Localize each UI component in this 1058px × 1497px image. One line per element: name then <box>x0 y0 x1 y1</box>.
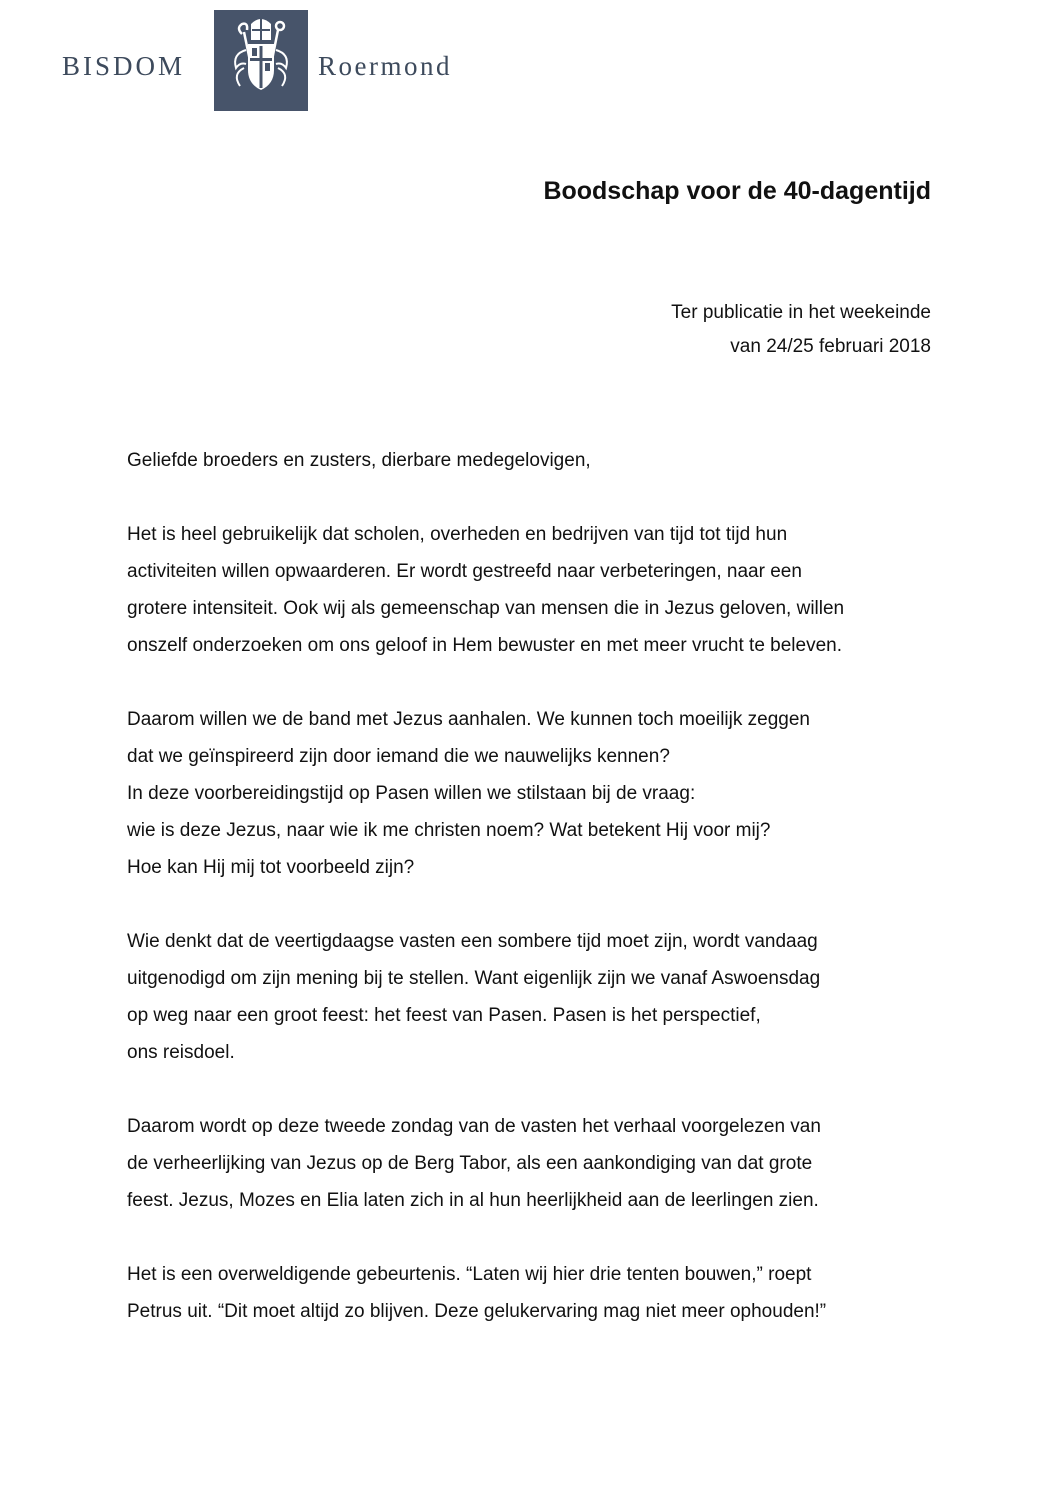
text-line: Petrus uit. “Dit moet altijd zo blijven. Deze gelukervaring mag niet meer ophouden!” <box>127 1301 827 1322</box>
text-line: Daarom willen we de band met Jezus aanhalen. We kunnen toch moeilijk zeggen <box>127 709 810 730</box>
brand-name-left: BISDOM <box>62 51 186 81</box>
paragraph-spacer <box>127 1071 947 1108</box>
letterhead <box>0 0 1058 120</box>
body-paragraph <box>127 701 947 886</box>
body-paragraph <box>127 923 947 1071</box>
text-line: grotere intensiteit. Ook wij als gemeenschap van mensen die in Jezus geloven, willen <box>127 598 845 619</box>
text-line: Het is een overweldigende gebeurtenis. “Laten wij hier drie tenten bouwen,” roept <box>127 1264 812 1285</box>
salutation-paragraph <box>127 442 947 479</box>
paragraph-spacer <box>127 886 947 923</box>
body-paragraph <box>127 1108 947 1219</box>
text-line: Het is heel gebruikelijk dat scholen, overheden en bedrijven van tijd tot tijd hun <box>127 524 788 545</box>
text-line: op weg naar een groot feest: het feest van Pasen. Pasen is het perspectief, <box>127 1005 761 1026</box>
text-line: Wie denkt dat de veertigdaagse vasten een sombere tijd moet zijn, wordt vandaag <box>127 931 818 952</box>
text-line: In deze voorbereidingstijd op Pasen willen we stilstaan bij de vraag: <box>127 783 696 804</box>
text-line: Geliefde broeders en zusters, dierbare medegelovigen, <box>127 450 591 471</box>
text-line: activiteiten willen opwaarderen. Er wordt gestreefd naar verbeteringen, naar een <box>127 561 802 582</box>
body-paragraph <box>127 516 947 664</box>
paragraph-spacer <box>127 664 947 701</box>
paragraph-spacer <box>127 1219 947 1256</box>
text-line: uitgenodigd om zijn mening bij te stellen. Want eigenlijk zijn we vanaf Aswoensdag <box>127 968 821 989</box>
text-line: ons reisdoel. <box>127 1042 235 1063</box>
text-line: de verheerlijking van Jezus op de Berg Tabor, als een aankondiging van dat grote <box>127 1153 813 1174</box>
text-line: onszelf onderzoeken om ons geloof in Hem bewuster en met meer vrucht te beleven. <box>127 635 842 656</box>
text-line: wie is deze Jezus, naar wie ik me christen noem? Wat betekent Hij voor mij? <box>127 820 771 841</box>
diocese-coat-of-arms-icon <box>214 10 308 111</box>
text-line: dat we geïnspireerd zijn door iemand die we nauwelijks kennen? <box>127 746 670 767</box>
text-line: Daarom wordt op deze tweede zondag van de vasten het verhaal voorgelezen van <box>127 1116 821 1137</box>
text-line: feest. Jezus, Mozes en Elia laten zich in al hun heerlijkheid aan de leerlingen zien. <box>127 1190 819 1211</box>
publication-note <box>671 296 931 364</box>
publication-line-1: Ter publicatie in het weekeinde <box>671 302 931 323</box>
text-line: Hoe kan Hij mij tot voorbeeld zijn? <box>127 857 415 878</box>
document-title: Boodschap voor de 40-dagentijd <box>543 177 931 205</box>
publication-line-2: van 24/25 februari 2018 <box>730 336 931 357</box>
body-paragraph <box>127 1256 947 1330</box>
paragraph-spacer <box>127 479 947 516</box>
letter-body <box>127 442 947 1330</box>
brand-name-right: Roermond <box>318 51 452 81</box>
